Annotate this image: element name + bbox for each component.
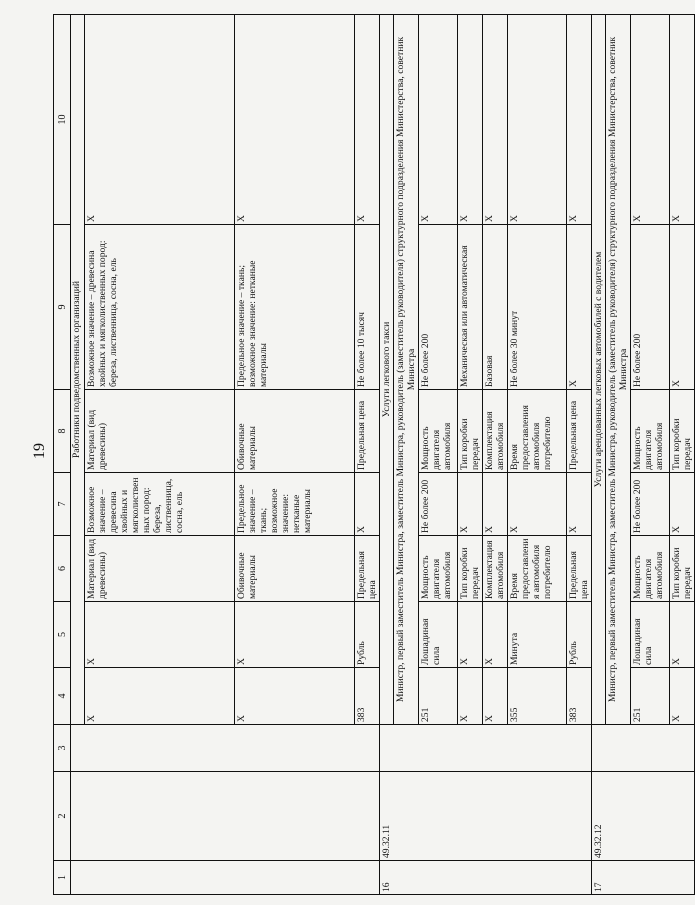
empty-cell-3: [592, 725, 695, 772]
cell-c8: Тип коробки передач: [458, 390, 483, 473]
cell-c7: Не более 200: [419, 473, 458, 536]
group-title: Услуги легкового такси: [380, 15, 394, 725]
header-col-5: 5: [54, 602, 71, 668]
header-col-3: 3: [54, 725, 71, 772]
header-col-6: 6: [54, 536, 71, 602]
okpd-code: 49.32.11: [380, 772, 592, 861]
cell-c9: Не более 200: [419, 225, 458, 390]
cell-c8: Мощность двигателя автомобиля: [631, 390, 670, 473]
group-subtitle: Министр, первый заместитель Министра, заместитель Министра, руководитель (заместитель руководителя) структурного подразделения Министерства, советник Министра: [606, 15, 631, 725]
cell-c4: 383: [355, 668, 380, 725]
cell-c10: X: [483, 15, 508, 225]
cell-c4: 355: [508, 668, 567, 725]
cell-c8: Предельная цена: [355, 390, 380, 473]
table-body: [54, 15, 695, 895]
cell-c10: X: [355, 15, 380, 225]
cell-c4: X: [670, 668, 695, 725]
empty-cell-3: [380, 725, 592, 772]
section-title: Работники подведомственных организаций: [71, 15, 85, 725]
cell-c10: X: [631, 15, 670, 225]
cell-c8: Время предоставления автомобиля потребителю: [508, 390, 567, 473]
cell-c9: Не более 200: [631, 225, 670, 390]
cell-c8: Обивочные материалы: [235, 390, 355, 473]
header-col-2: 2: [54, 772, 71, 861]
cell-c4: X: [458, 668, 483, 725]
cell-c7: X: [567, 473, 592, 536]
cell-c6: Мощность двигателя автомобиля: [419, 536, 458, 602]
cell-c8: Предельная цена: [567, 390, 592, 473]
empty-cell-1: [71, 861, 85, 895]
group-subtitle: Министр, первый заместитель Министра, заместитель Министра, руководитель (заместитель руководителя) структурного подразделения Министерства, советник Министра: [394, 15, 419, 725]
cell-c9: Не более 10 тысяч: [355, 225, 380, 390]
cell-c9: Механическая или автоматическая: [458, 225, 483, 390]
section-row: [71, 15, 85, 895]
empty-cell-2: [85, 772, 380, 861]
cell-c6: Материал (вид древесины): [85, 536, 235, 602]
cell-c9: Возможное значение – древесина хвойных и мягколиственных пород: береза, лиственница, сосна, ель: [85, 225, 235, 390]
cell-c7: X: [508, 473, 567, 536]
cell-c6: Тип коробки передач: [458, 536, 483, 602]
cell-c8: Материал (вид древесины): [85, 390, 235, 473]
cell-c5: Рубль: [355, 602, 380, 668]
cell-c4: X: [483, 668, 508, 725]
cell-c6: Предельная цена: [567, 536, 592, 602]
group-title: Услуги арендованных легковых автомобилей с водителем: [592, 15, 606, 725]
cell-c10: X: [670, 15, 695, 225]
cell-c10: X: [419, 15, 458, 225]
cell-c6: Обивочные материалы: [235, 536, 355, 602]
cell-c9: Базовая: [483, 225, 508, 390]
cell-c6: Предельная цена: [355, 536, 380, 602]
cell-c6: Время предоставления автомобиля потребителю: [508, 536, 567, 602]
cell-c7: Не более 200: [631, 473, 670, 536]
header-col-1: 1: [54, 861, 71, 895]
group-title-row: [592, 15, 606, 895]
cell-c10: X: [567, 15, 592, 225]
okpd-code: 49.32.12: [592, 772, 695, 861]
cell-c7: Предельное значение – ткань; возможное значение: нетканые материалы: [235, 473, 355, 536]
cell-c5: X: [670, 602, 695, 668]
header-col-4: 4: [54, 668, 71, 725]
cell-c7: X: [483, 473, 508, 536]
cell-c5: X: [483, 602, 508, 668]
cell-c7: X: [458, 473, 483, 536]
header-col-7: 7: [54, 473, 71, 536]
page-number: 19: [31, 443, 48, 459]
cell-c10: X: [508, 15, 567, 225]
header-col-10: 10: [54, 15, 71, 225]
cell-c6: Тип коробки передач: [670, 536, 695, 602]
cell-c4: X: [235, 668, 355, 725]
cell-c7: X: [670, 473, 695, 536]
cell-c9: X: [670, 225, 695, 390]
empty-cell-1: [85, 861, 380, 895]
table-row: [85, 15, 235, 895]
cell-c4: 251: [419, 668, 458, 725]
empty-cell-3: [71, 725, 85, 772]
cell-c5: Лошадиная сила: [631, 602, 670, 668]
cell-c10: X: [458, 15, 483, 225]
cell-c4: 383: [567, 668, 592, 725]
requirements-table: [53, 14, 695, 895]
row-number: 17: [592, 861, 695, 895]
cell-c8: Комплектация автомобиля: [483, 390, 508, 473]
cell-c4: X: [85, 668, 235, 725]
cell-c5: Минута: [508, 602, 567, 668]
empty-cell-2: [71, 772, 85, 861]
group-title-row: [380, 15, 394, 895]
cell-c8: Тип коробки передач: [670, 390, 695, 473]
cell-c8: Мощность двигателя автомобиля: [419, 390, 458, 473]
cell-c9: X: [567, 225, 592, 390]
cell-c5: X: [458, 602, 483, 668]
cell-c10: X: [235, 15, 355, 225]
cell-c4: 251: [631, 668, 670, 725]
cell-c5: Лошадиная сила: [419, 602, 458, 668]
cell-c9: Не более 30 минут: [508, 225, 567, 390]
rotated-table-wrapper: [53, 15, 693, 895]
cell-c10: X: [85, 15, 235, 225]
cell-c6: Комплектация автомобиля: [483, 536, 508, 602]
cell-c5: X: [235, 602, 355, 668]
cell-c9: Предельное значение – ткань; возможное значение: нетканые материалы: [235, 225, 355, 390]
header-row: [54, 15, 71, 895]
header-col-8: 8: [54, 390, 71, 473]
header-col-9: 9: [54, 225, 71, 390]
empty-cell-3: [85, 725, 380, 772]
cell-c5: X: [85, 602, 235, 668]
row-number: 16: [380, 861, 592, 895]
cell-c7: Возможное значение – древесина хвойных и мягколиственных пород: береза, лиственница, сосна, ель: [85, 473, 235, 536]
cell-c6: Мощность двигателя автомобиля: [631, 536, 670, 602]
cell-c7: X: [355, 473, 380, 536]
cell-c5: Рубль: [567, 602, 592, 668]
